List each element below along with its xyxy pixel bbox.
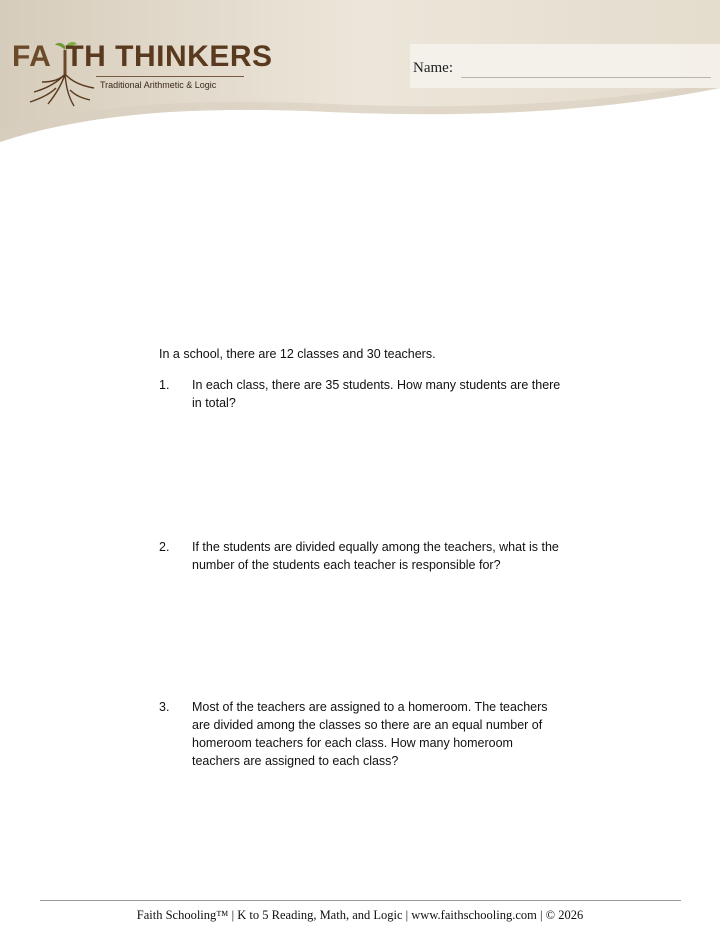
name-label: Name: [413,60,453,76]
brand-subtitle: Traditional Arithmetic & Logic [100,80,217,90]
question-number: 1. [159,378,170,392]
name-field-line[interactable] [461,77,711,78]
footer-divider [40,900,681,901]
question-number: 2. [159,540,170,554]
brand-logo [8,40,273,110]
question-text: If the students are divided equally among the teachers, what is the number of the students each teacher is responsible for? [192,540,559,572]
question-number: 3. [159,700,170,714]
footer-text: Faith Schooling™ | K to 5 Reading, Math, and Logic | www.faithschooling.com | © 2026 [136,908,584,922]
question-text: Most of the teachers are assigned to a homeroom. The teachers are divided among the classes so there are an equal number of homeroom teachers for each class. How many homeroom teachers are assigned to each class? [192,700,548,768]
brand-divider [96,76,244,77]
brand-title: FA TH THINKERS [12,40,273,73]
intro-text: In a school, there are 12 classes and 30 teachers. [159,347,436,361]
question-text: In each class, there are 35 students. How many students are there in total? [192,378,561,410]
